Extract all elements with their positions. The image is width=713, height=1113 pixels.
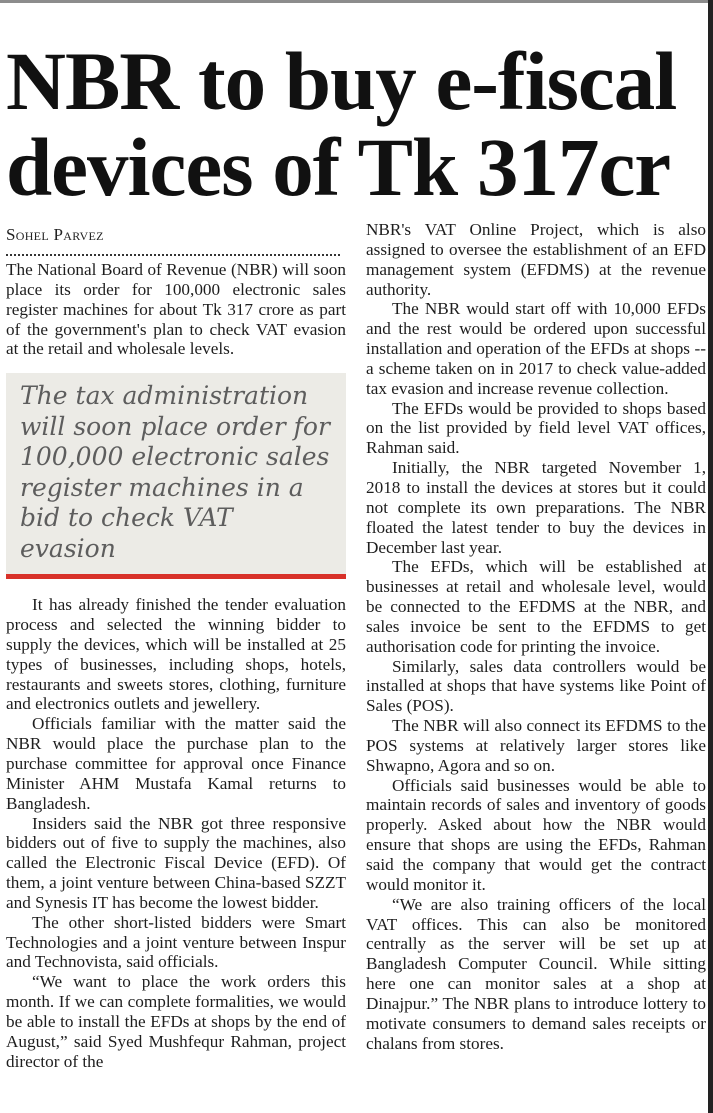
byline: Sohel Parvez — [6, 225, 104, 244]
left-body — [6, 595, 346, 1071]
headline-line-1: NBR to buy e-fiscal — [6, 35, 677, 127]
body-paragraph: The NBR would start off with 10,000 EFDs and the rest would be ordered upon successful installation and operation of the EFDs at shops -- a scheme taken on in 2017 to check value-added tax evasion and increase revenue collection. — [366, 299, 706, 398]
body-paragraph: NBR's VAT Online Project, which is also assigned to oversee the establishment of an EFD management system (EFDMS) at the revenue authority. — [366, 220, 706, 299]
headline-line-2: devices of Tk 317cr — [6, 121, 671, 213]
body-paragraph: Insiders said the NBR got three responsive bidders out of five to supply the machines, also called the Electronic Fiscal Device (EFD). Of them, a joint venture between China-based SZZT and Synesis IT has become the lowest bidder. — [6, 813, 346, 912]
body-paragraph: “We want to place the work orders this month. If we can complete formalities, we would be able to install the EFDs at shops by the end of August,” said Syed Mushfequr Rahman, project director of the — [6, 972, 346, 1071]
body-paragraph: Similarly, sales data controllers would be installed at shops that have systems like Point of Sales (POS). — [366, 656, 706, 716]
intro-paragraph: The National Board of Revenue (NBR) will soon place its order for 100,000 electronic sales register machines for about Tk 317 crore as part of the government's plan to check VAT evasion at the retail and wholesale levels. — [6, 260, 346, 359]
body-paragraph: Officials said businesses would be able to maintain records of sales and inventory of goods properly. Asked about how the NBR would ensure that shops are using the EFDs, Rahman said the company that would get the contract would monitor it. — [366, 775, 706, 894]
headline — [6, 35, 706, 213]
byline-divider — [6, 248, 340, 256]
page-edge — [708, 0, 713, 1113]
body-paragraph: “We are also training officers of the local VAT offices. This can also be monitored centrally as the server will be set up at Bangladesh Computer Council. While sitting here one can monitor sales at a shop at Dinajpur.” The NBR plans to introduce lottery to motivate consumers to demand sales receipts or chalans from stores. — [366, 894, 706, 1053]
pull-quote — [6, 373, 346, 579]
body-paragraph: Initially, the NBR targeted November 1, 2018 to install the devices at stores but it could not complete its own preparations. The NBR floated the latest tender to buy the devices in December last year. — [366, 458, 706, 557]
top-rule — [0, 0, 713, 3]
right-column — [366, 220, 706, 1053]
body-paragraph: The other short-listed bidders were Smart Technologies and a joint venture between Inspur and Technovista, said officials. — [6, 912, 346, 972]
body-paragraph: The EFDs would be provided to shops based on the list provided by field level VAT offices, Rahman said. — [366, 398, 706, 458]
body-paragraph: It has already finished the tender evaluation process and selected the winning bidder to supply the devices, which will be installed at 25 types of businesses, including shops, hotels, restaurants and sweets stores, clothing, furniture and electronics outlets and jewellery. — [6, 595, 346, 714]
body-paragraph: The NBR will also connect its EFDMS to the POS systems at relatively larger stores like Shwapno, Agora and so on. — [366, 716, 706, 775]
body-paragraph: Officials familiar with the matter said the NBR would place the purchase plan to the purchase committee for approval once Finance Minister AHM Mustafa Kamal returns to Bangladesh. — [6, 714, 346, 813]
body-paragraph: The EFDs, which will be established at businesses at retail and wholesale level, would be connected to the EFDMS at the NBR, and sales invoice be sent to the EFDMS to get authorisation code for printing the invoice. — [366, 557, 706, 656]
left-column — [6, 225, 346, 1071]
pull-quote-text: The tax administration will soon place order for 100,000 electronic sales register machines in a bid to check VAT evasion — [20, 381, 330, 563]
